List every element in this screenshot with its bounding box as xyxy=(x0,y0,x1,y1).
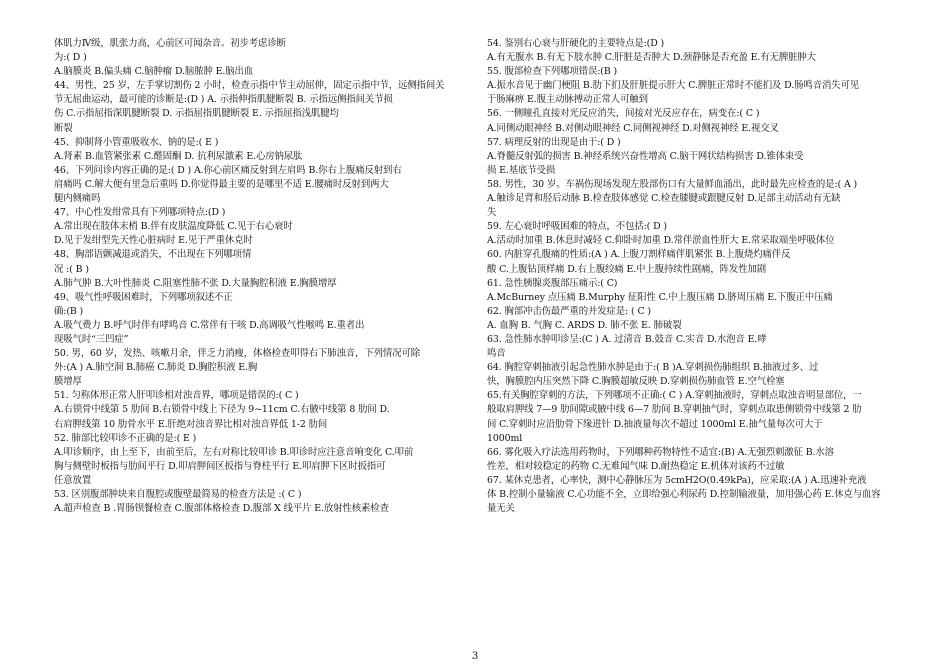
text-line: A.右锁骨中线第 5 肋间 B.右锁骨中线上下径为 9~11cm C.右腋中线第 8 肋间 D. xyxy=(54,404,390,416)
text-line: A.肺气肿 B.大叶性肺炎 C.阻塞性肺不张 D.大量胸腔积液 E.胸膜增厚 xyxy=(54,277,337,289)
text-line: 66. 雾化吸入疗法选用药物时，下列哪种药物特性不适宜:(B) A.无强烈刺激征 B.水溶 xyxy=(487,446,834,458)
text-line: 鸣音 xyxy=(487,348,506,360)
text-line: 58. 男性，30 岁。车祸伤现场发现左股部伤口有大量鲜血涌出，此时最先应检查的是:( A ) xyxy=(487,178,858,190)
text-line: A.超声检查 B .胃肠钡餐检查 C.腹部体格检查 D.腹部 X 线平片 E.放射性核素检查 xyxy=(54,503,389,515)
text-line: 为:( D ) xyxy=(54,52,87,64)
text-line: 般取肩胛线 7—9 肋间隙或腋中线 6—7 肋间 B.穿刺抽气时，穿刺点取患侧锁骨中线第 2 肋 xyxy=(487,404,862,416)
text-line: 体 B.控制小量输液 C.心功能不全，立即给强心利尿药 D.控制输液量，加用强心药 E.休克与血容 xyxy=(487,489,881,500)
text-line: 51. 匀称体形正常人肝叩诊相对浊音界，哪项是错误的:( C ) xyxy=(54,390,299,402)
text-line: 伤 C.示指屈指深肌腱断裂 D. 示指屈指肌腱断裂 E. 示指屈指浅肌腱均 xyxy=(54,108,339,120)
text-line: 57. 病理反射的出现是由于:( D ) xyxy=(487,136,621,148)
text-line: A.吸气费力 B.呼气时伴有哮鸣音 C.常伴有干咳 D.高调吸气性喉鸣 E.重者出 xyxy=(54,319,365,331)
text-line: 63. 急性肺水肿叩诊呈:(C ) A. 过清音 B.鼓音 C.实音 D.水泡音 E.哮 xyxy=(487,333,767,345)
text-line: D.见于发绀型先天性心脏病时 E.见于严重休克时 xyxy=(54,235,253,247)
text-line: A.有无腹水 B.有无下肢水肿 C.肝脏是否肿大 D.颈静脉是否充盈 E.有无脾脏肿大 xyxy=(487,52,816,64)
text-line: 量无关 xyxy=(487,503,515,515)
text-line: 44、男性，25 岁，左手掌切割伤 2 小时，检查示指中节主动屈伸，固定示指中节，远侧指间关 xyxy=(54,80,445,92)
text-line: 59. 左心衰时呼吸困难的特点，不包括:( D ) xyxy=(487,221,667,233)
text-line: 45、抑制肾小管重吸收水、钠的是:( E ) xyxy=(54,136,219,148)
text-line: 腿内侧痛吗 xyxy=(54,193,101,205)
text-line: 67. 某休克患者，心率快，测中心静脉压为 5cmH2O(0.49kPa)，应采取:(A ) A.迅速补充液 xyxy=(487,474,867,486)
text-line: 右肩胛线第 10 肋骨水平 E.肝绝对浊音界比相对浊音界低 1-2 肋间 xyxy=(54,418,328,430)
text-line: 49、吸气性呼吸困难时，下列哪项叙述不正 xyxy=(54,291,233,303)
text-line: 65.有关胸腔穿刺的方法，下列哪项不正确:( C ) A.穿刺抽液时，穿刺点取浊音明显部位，一 xyxy=(487,390,862,402)
text-line: 55. 腹部检查下列哪项错误:(B ) xyxy=(487,66,618,78)
text-line: 于肠麻痹 E.腹主动脉搏动正常人可触到 xyxy=(487,94,648,106)
text-line: 任意放置 xyxy=(54,474,92,486)
text-line: 60. 内脏穿孔腹痛的性质:(A ) A.上腹刀割样痛伴肌紧张 B.上腹烧灼痛伴反 xyxy=(487,249,791,261)
text-line: 间 C.穿刺时应沿肋骨下缘进针 D.抽液量每次不超过 1000ml E.抽气量每次可大于 xyxy=(487,418,823,430)
text-line: A.肾素 B.血管紧张素 C.醛固酮 D. 抗利尿激素 E.心房钠尿肽 xyxy=(54,150,303,162)
text-line: 47、中心性发绀常具有下列哪项特点:(D ) xyxy=(54,207,226,219)
text-line: 61. 急性胰腺炎腹部压痛示:( C) xyxy=(487,277,618,289)
text-line: 46、下列问诊内容正确的是:( D ) A.你心前区痛反射到左肩吗 B.你右上腹痛反射到右 xyxy=(54,164,402,176)
text-line: 64. 胸腔穿刺抽液引起急性肺水肿是由于:( B )A.穿刺损伤肺组织 B.抽液过多、过 xyxy=(487,362,819,374)
text-line: A.振水音见于幽门梗阻 B.肋下扪及肝脏提示肝大 C.脾脏正常时不能扪及 D.肠鸣音消失可见 xyxy=(487,80,860,92)
text-line: 快，胸膜腔内压突然下降 C.胸膜超敏反映 D.穿刺损伤肺血管 E.空气栓塞 xyxy=(487,376,785,388)
text-line: A.McBurney 点压痛 B.Murphy 征阳性 C.中上腹压痛 D.脐周压痛 E.下腹正中压痛 xyxy=(487,291,833,303)
text-line: A.活动时加重 B.休息时减轻 C.仰卧时加重 D.常伴淤血性肝大 E.常采取端坐呼吸体位 xyxy=(487,235,835,247)
text-line: 52. 肺部比较叩诊不正确的是:( E ) xyxy=(54,432,197,444)
text-line: 节无屈曲运动，最可能的诊断是:(D ) A. 示指伸指肌腱断裂 B. 示指远侧指间关节损 xyxy=(54,94,393,106)
text-line: 性差，相对较稳定的药物 C.无难闻气味 D.耐热稳定 E.机体对该药不过敏 xyxy=(487,460,785,472)
text-line: A.同侧动眼神经 B.对侧动眼神经 C.同侧视神经 D.对侧视神经 E.视交叉 xyxy=(487,122,779,134)
text-line: 62. 胸部冲击伤最严重的并发症是: ( C ) xyxy=(487,305,651,317)
text-line: 肩痛吗 C.解大便有里急后重吗 D.你觉得最主要的是哪里不适 E.腰痛时反射到两大 xyxy=(54,178,389,190)
text-line: 失 xyxy=(487,207,497,219)
text-line: 况 :( B ) xyxy=(54,263,89,275)
text-line: 56. 一侧瞳孔直接对光反应消失，间接对光反应存在，病变在:( C ) xyxy=(487,108,760,120)
text-line: A.脑膜炎 B.偏头痛 C.脑肿瘤 D.脑脓肿 E.脑出血 xyxy=(54,66,254,78)
text-line: 现吸气时“三凹症” xyxy=(54,333,129,345)
text-line: 54. 鉴别右心衰与肝硬化的主要特点是:(D ) xyxy=(487,38,665,49)
text-line: 膜增厚 xyxy=(54,376,82,388)
text-line: A.触诊足背和胫后动脉 B.检查肢体感觉 C.检查膝腱或跟腱反射 D.足部主动活动有无缺 xyxy=(487,193,841,205)
text-line: 胸与侧壁时板指与肋间平行 D.叩肩胛间区扳指与脊柱平行 E.叩肩胛下区时扳指可 xyxy=(54,460,386,472)
right-column xyxy=(487,37,899,516)
text-line: 断裂 xyxy=(54,122,73,134)
text-line: 体肌力Ⅳ级，肌张力高，心前区可闻杂音。初步考虑诊断 xyxy=(54,38,286,49)
text-line: 50. 男，60 岁，发热、咳嗽月余，伴乏力消瘦，体格检查叩得右下肺浊音，下列情况可除 xyxy=(54,348,421,360)
text-line: 外:(A ) A.肺空洞 B.肺癌 C.肺炎 D.胸腔积液 E.胸 xyxy=(54,362,258,374)
text-line: A.脊髓反射弧的损害 B.神经系统兴奋性增高 C.脑干网状结构损害 D.锥体束受 xyxy=(487,150,804,162)
text-line: 53. 区别腹部肿块来自腹腔或腹壁最简易的检查方法是 :( C ) xyxy=(54,489,302,500)
text-line: 48、胸部语颤减退或消失，不出现在下列哪项情 xyxy=(54,249,252,261)
text-line: A.常出现在肢体末梢 B.伴有皮肤温度降低 C.见于右心衰时 xyxy=(54,221,293,233)
page-number: 3 xyxy=(471,651,479,662)
text-line: 损 E.基底节受损 xyxy=(487,164,556,176)
text-line: 1000ml xyxy=(487,432,523,444)
text-line: A.叩诊顺序，由上至下，由前至后，左右对称比较叩诊 B.叩诊时应注意音响变化 C.叩前 xyxy=(54,446,414,458)
text-line: 酸 C.上腹钻顶样痛 D.右上腹绞痛 E.中上腹持续性剧痛，阵发性加剧 xyxy=(487,263,766,275)
text-line: A. 血胸 B. 气胸 C. ARDS D. 肺不张 E. 肺破裂 xyxy=(487,319,682,331)
text-line: 确:(B ) xyxy=(54,305,84,317)
left-column xyxy=(54,37,466,516)
